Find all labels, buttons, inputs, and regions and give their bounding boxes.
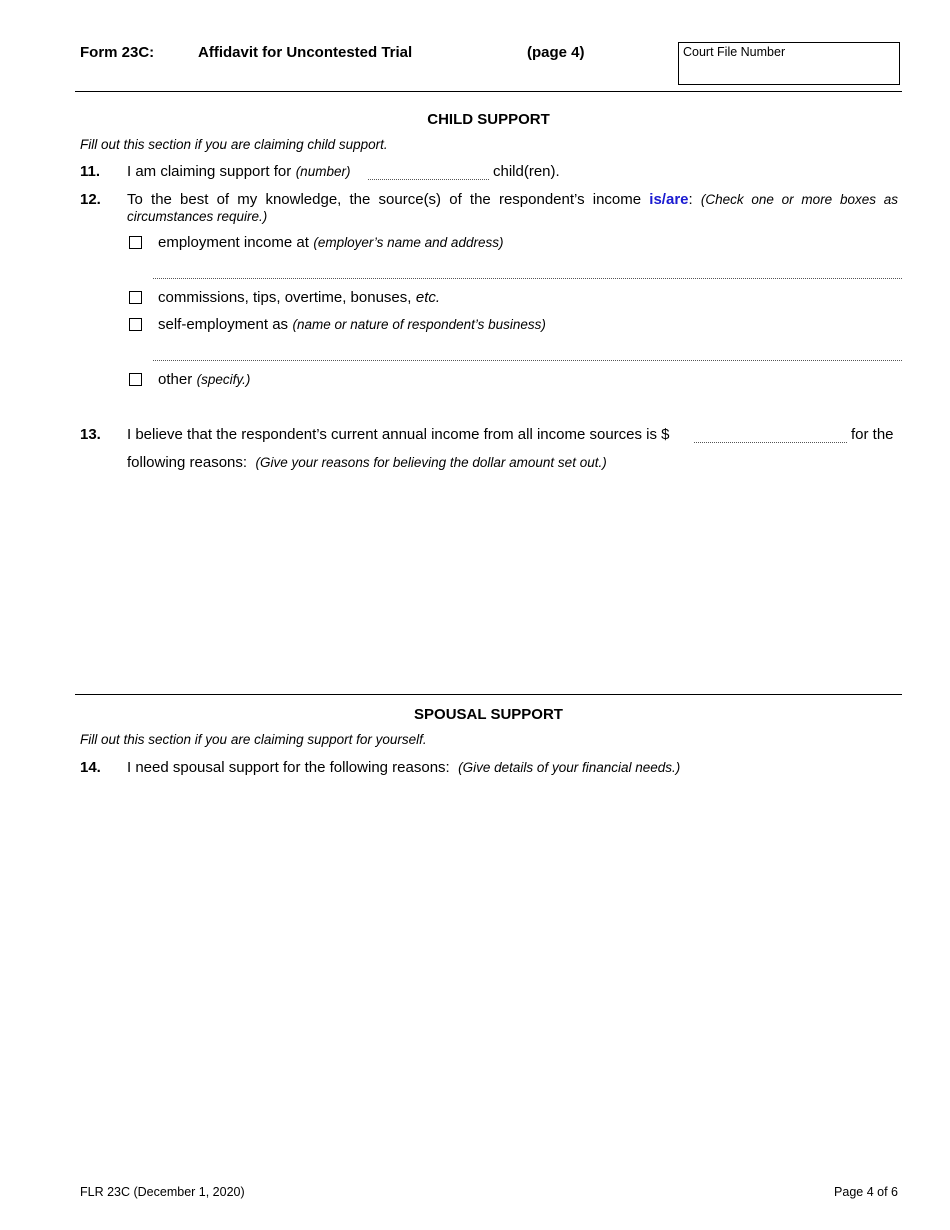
employment-income-checkbox[interactable] <box>129 236 142 249</box>
q12-is-are: is/are <box>649 191 689 208</box>
child-support-intro: Fill out this section if you are claiming child support. <box>80 137 388 152</box>
q14-text: I need spousal support for the following reasons: <box>127 759 450 776</box>
header-divider <box>75 91 902 92</box>
q14-number: 14. <box>80 759 101 776</box>
other-income-hint: (specify.) <box>196 372 251 387</box>
q12-number: 12. <box>80 191 101 208</box>
q13-text: I believe that the respondent’s current annual income from all income sources is $ <box>127 426 670 443</box>
employment-income-text: employment income at <box>158 234 309 251</box>
q14-hint: (Give details of your financial needs.) <box>458 760 681 775</box>
commissions-label <box>158 289 440 307</box>
child-count-field[interactable] <box>368 179 489 180</box>
q11-text: I am claiming support for <box>127 163 292 180</box>
spousal-support-title: SPOUSAL SUPPORT <box>414 706 563 723</box>
q12-hint-a: (Check one or more boxes as <box>700 192 898 207</box>
q11-line <box>127 163 350 181</box>
q11-hint: (number) <box>295 164 351 179</box>
q12-hint-b: circumstances require.) <box>127 209 268 224</box>
q13-text-for-the: for the <box>851 426 894 443</box>
other-income-text: other <box>158 371 193 388</box>
annual-income-field[interactable] <box>694 442 847 443</box>
q13-answer-area[interactable] <box>127 482 898 682</box>
commissions-etc: etc. <box>415 289 441 306</box>
q14-line <box>127 759 680 777</box>
other-income-label <box>158 371 250 389</box>
q11-text-after: child(ren). <box>493 163 560 180</box>
q12-text: To the best of my knowledge, the source(s) of the respondent’s income <box>127 191 642 208</box>
q12-colon: : <box>688 191 693 208</box>
q14-answer-area[interactable] <box>127 788 898 1168</box>
other-income-checkbox[interactable] <box>129 373 142 386</box>
q13-line-2 <box>127 454 607 472</box>
form-id: Form 23C: <box>80 44 155 61</box>
commissions-text: commissions, tips, overtime, bonuses, <box>158 289 412 306</box>
employer-details-field[interactable] <box>153 278 902 279</box>
form-title: Affidavit for Uncontested Trial <box>198 44 413 61</box>
q13-number: 13. <box>80 426 101 443</box>
q12-line <box>127 191 898 208</box>
court-file-number-field[interactable] <box>678 42 900 85</box>
footer-form-version: FLR 23C (December 1, 2020) <box>80 1185 245 1199</box>
self-employment-text: self-employment as <box>158 316 289 333</box>
q13-following-reasons: following reasons: <box>127 454 248 471</box>
employment-income-hint: (employer’s name and address) <box>313 235 504 250</box>
employment-income-label <box>158 234 503 252</box>
page-label: (page 4) <box>527 44 585 61</box>
self-employment-label <box>158 316 546 334</box>
self-employment-checkbox[interactable] <box>129 318 142 331</box>
footer-page-number: Page 4 of 6 <box>834 1185 898 1199</box>
section-divider <box>75 694 902 695</box>
court-file-number-label: Court File Number <box>683 45 786 59</box>
q11-number: 11. <box>80 163 101 180</box>
spousal-support-intro: Fill out this section if you are claiming support for yourself. <box>80 732 427 747</box>
self-employment-hint: (name or nature of respondent’s business) <box>292 317 546 332</box>
q13-hint: (Give your reasons for believing the dollar amount set out.) <box>255 455 607 470</box>
child-support-title: CHILD SUPPORT <box>427 111 550 128</box>
business-details-field[interactable] <box>153 360 902 361</box>
commissions-checkbox[interactable] <box>129 291 142 304</box>
